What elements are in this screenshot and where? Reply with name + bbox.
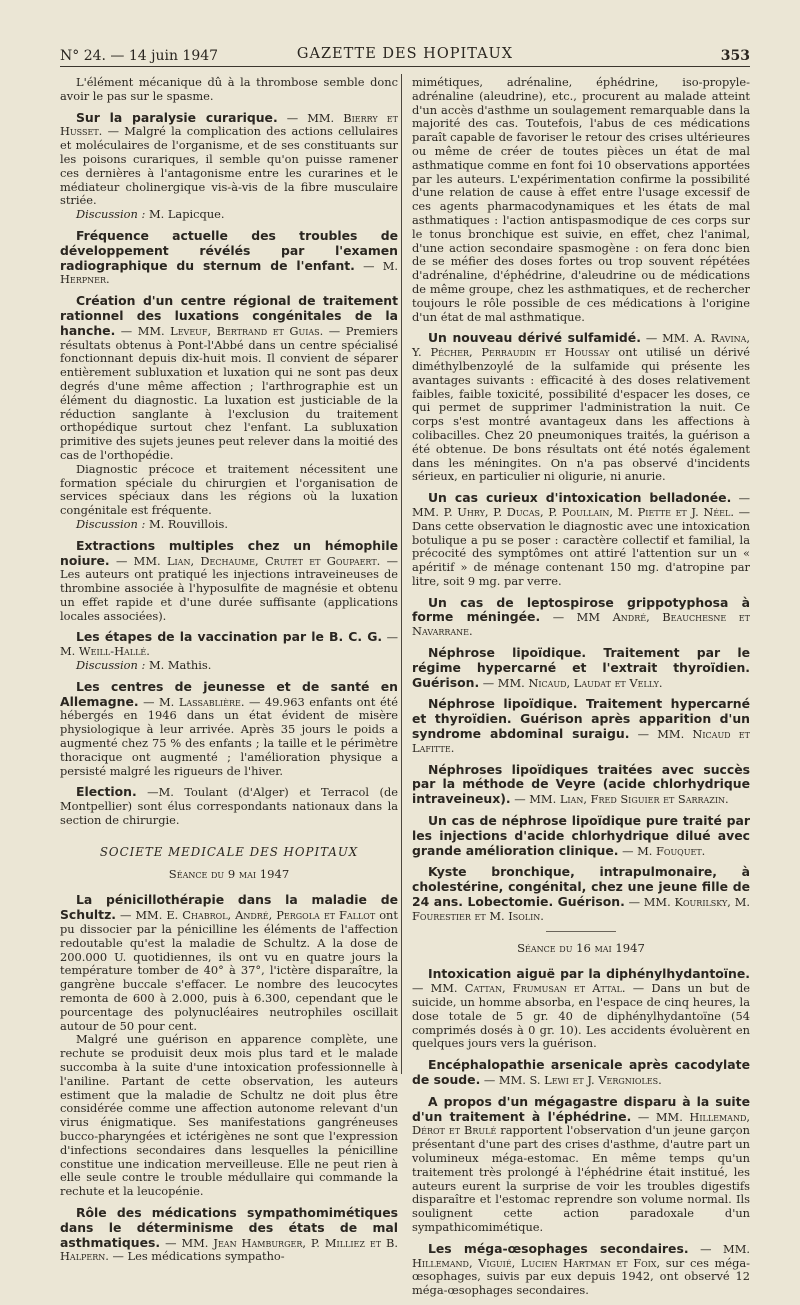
page-header: [60, 44, 750, 67]
article-hemophile: [60, 539, 398, 624]
article-title: Un nouveau dérivé sulfamidé.: [428, 330, 641, 346]
article-body: — 49.963 enfants ont été hébergés en 1946 dans un état évident de misère physiologique à leur arrivée. Après 35 jours le poids a augmenté chez 75 % des enfants ; la taille et le périmètre thoracique ont augmenté ; l'amélioration physique a persisté malgré les rigueurs de l'hiver.: [60, 694, 398, 778]
article-title: La pénicillothérapie dans la maladie de Schultz.: [60, 892, 398, 923]
article-title: Extractions multiples chez un hémophile noiure.: [60, 537, 398, 568]
article-authors: — MM. A. Ravina, Y. Pécher, Perraudin et Houssay: [412, 331, 750, 360]
article-authors: — MM. Hillemand, Dérot et Brulé: [412, 1109, 750, 1138]
article-body: sur ces méga-œsophages, suivis par eux depuis 1942, ont observé 12 méga-œsophages secondaires.: [412, 1255, 751, 1298]
article-schultz: [60, 893, 398, 1199]
article-authors: — MM André, Beauchesne et Navarrane.: [412, 610, 750, 639]
discussion-names: M. Lapicque.: [148, 207, 225, 222]
seance-heading: Séance du 9 mai 1947: [168, 866, 290, 881]
article-title: Néphrose lipoïdique. Traitement hypercarné et thyroïdien. Guérison après apparition d'un syndrome abdominal suraigu.: [412, 696, 750, 742]
article-sternum: [60, 229, 398, 287]
article-title: Les centres de jeunesse et de santé en Allemagne.: [60, 678, 398, 709]
discussion: [60, 208, 398, 222]
discussion-label: Discussion :: [76, 207, 146, 222]
article-allemagne: [60, 680, 398, 779]
discussion: [60, 659, 398, 673]
article-body: ont pu dissocier par la pénicilline les éléments de l'affection redoutable qu'est la maladie de Schultz. A la dose de 200.000 U. quotidiennes, ils ont vu en quatre jours la température tomber de 40° à 37°, l'ictère disparaître, la gangrène buccale s'effacer. Le nombre des leucocytes remonta de 600 à 2.000, puis à 6.300, cependant que le pourcentage des polynucléaires neutrophiles oscillait autour de 50 pour cent.: [60, 908, 398, 1033]
article-authors: — MM. Cattan, Frumusan et Attal.: [412, 981, 626, 996]
article-title: Un cas curieux d'intoxication belladonée.: [428, 490, 732, 506]
article-body: —M. Toulant (d'Alger) et Terracol (de Montpellier) sont élus correspondants nationaux dans la section de chirurgie.: [60, 785, 399, 828]
article-title: Rôle des médications sympathomimétiques dans le déterminisme des états de mal asthmatiques.: [60, 1204, 398, 1250]
article-paralysie-curarique: [60, 111, 398, 222]
article-title: Un cas de leptospirose grippotyphosa à forme méningée.: [412, 594, 750, 625]
article-authors: — MM. S. Lewi et J. Vergnioles.: [483, 1073, 662, 1087]
discussion-label: Discussion :: [76, 658, 146, 673]
article-authors: — MM. Lian, Fred Siguier et Sarrazin.: [514, 792, 729, 807]
article-body: — Les auteurs ont pratiqué les injections intraveineuses de thrombine associée à l'hyposulfite de magnésie et obtenu un effet rapide et d'une durée suffisante (applications locales associées).: [60, 553, 398, 623]
article-authors: — MM. Jean Hamburger, P. Milliez et B. Halpern.: [60, 1235, 399, 1264]
article-authors: — MM. Leveuf, Bertrand et Guias.: [120, 323, 324, 338]
article-authors: — MM. E. Chabrol, André, Pergola et Fallot: [120, 908, 376, 923]
article-title: Les étapes de la vaccination par le B. C. G.: [76, 629, 383, 645]
article-body: — Dans un but de suicide, un homme absorba, en l'espace de cinq heures, la dose totale de 5 gr. 40 de diphénylhydantoïne (54 comprimés dosés à 0 gr. 10). Les accidents évoluèrent en quelques jours vers la guérison.: [412, 981, 751, 1051]
article-body: — Malgré la complication des actions cellulaires et moléculaires de l'organisme, et de ses constituants sur les poisons curariques, il semble qu'on puisse ramener ces dernières à l'antagonisme entre les curarines et le médiateur cholinergique vis-à-vis de la fibre musculaire striée.: [60, 124, 398, 208]
article-authors: — MM. Kourilsky, M. Fourestier et M. Isolin.: [412, 895, 750, 923]
article-authors: — MM. Bierry et Husset.: [60, 110, 398, 139]
article-body: — Premiers résultats obtenus à Pont-l'Abbé dans un centre spécialisé fonctionnant depuis dix-huit mois. Il convient de séparer entièrement subluxation et luxation qui ne sont pas deux degrés d'une même affection ; l'arthrographie est un élément du diagnostic. La luxation est justiciable de la réduction sanglante à l'exclusion du traitement orthopédique surtout chez l'enfant. La subluxation primitive des sujets jeunes peut relever dans la moitié des cas de l'orthopédie.: [60, 323, 399, 462]
discussion-names: M. Rouvillois.: [148, 516, 228, 531]
article-title: Intoxication aiguë par la diphénylhydantoïne.: [428, 966, 750, 982]
article-diphenylhydantoine: [412, 967, 750, 1051]
section-rule: [546, 931, 616, 932]
article-title: Un cas de néphrose lipoïdique pure traité par les injections d'acide chlorhydrique dilué avec grande amélioration clinique.: [412, 813, 750, 858]
article-leptospirose: [412, 596, 750, 639]
article-authors: — M. Fouquet.: [622, 843, 706, 858]
article-authors: — MM. Hillemand, Viguié, Lucien Hartman et Foix,: [412, 1241, 751, 1270]
article-authors: — M. Herpner.: [60, 258, 399, 287]
left-column: [60, 76, 398, 1271]
article-authors: — MM. Nicaud, Laudat et Velly.: [482, 675, 663, 690]
article-luxations: [60, 294, 398, 532]
article-nephrose-4: [412, 814, 750, 858]
article-body: — Dans cette observation le diagnostic avec une intoxication botulique a pu se poser : caractère collectif et familial, la précocité des symptômes ont attiré l'attention sur un « apéritif » de ménage contenant 150 mg. d'atropine par litre, soit 9 mg. par verre.: [412, 504, 750, 588]
article-authors: — M. Lassablière.: [143, 694, 245, 709]
article-body: rapportent l'observation d'un jeune garçon présentant d'une part des crises d'asthme, d'autre part un volumineux méga-estomac. En même temps qu'un traitement très prolongé à l'éphédrine était institué, les auteurs eurent la surprise de voir les troubles digestifs disparaître et l'estomac reprendre son volume normal. Ils soulignent cette action paradoxale d'un sympathicomimétique.: [412, 1123, 750, 1234]
article-title: Election.: [76, 784, 137, 800]
article-body: — Les médications sympatho-: [112, 1249, 285, 1264]
seance-heading: Séance du 16 mai 1947: [517, 940, 645, 955]
discussion-label: Discussion :: [76, 516, 146, 531]
article-sympathomimetiques: [60, 1206, 398, 1264]
article-mega-oesophages: [412, 1242, 750, 1298]
article-authors: — M. Weill-Hallé.: [60, 630, 398, 659]
discussion-names: M. Mathis.: [148, 658, 212, 673]
article-election: [60, 785, 398, 827]
article-title: Néphroses lipoïdiques traitées avec succès par la méthode de Veyre (acide chlorhydrique intraveineux).: [412, 761, 750, 807]
article-nephrose-1: [412, 646, 750, 690]
article-body-2: Diagnostic précoce et traitement nécessitent une formation spéciale du chirurgien et l'organisation de services spéciaux dans les régions où la luxation congénitale est fréquente.: [60, 461, 398, 518]
article-encephalopathie: [412, 1058, 750, 1088]
right-column: [412, 76, 750, 1305]
article-title: Encéphalopathie arsenicale après cacodylate de soude.: [412, 1057, 750, 1087]
article-megagastre: [412, 1095, 750, 1235]
article-title: Kyste bronchique, intrapulmonaire, à cholestérine, congénital, chez une jeune fille de 24 ans. Lobectomie. Guérison.: [412, 864, 750, 910]
article-authors: — MM. P. Uhry, P. Ducas, P. Poullain, M. Piette et J. Néel.: [412, 491, 751, 519]
article-sulfamide: [412, 331, 750, 484]
discussion: [60, 518, 398, 532]
article-continuation: mimétiques, adrénaline, éphédrine, iso-propyle-adrénaline (aleudrine), etc., procurent au malade atteint d'un accès d'asthme un soulagement remarquable dans la majorité des cas. Toutefois, l'abus de ces médications paraît capable de favoriser le retour des crises ultérieures ou même de créer de toutes pièces un état de mal asthmatique comme en font foi 10 observations apportées par les auteurs. L'expérimentation confirme la possibilité d'une relation de cause à effet entre l'usage excessif de ces agents pharmacodynamiques et les états de mal asthmatiques : l'action antispasmodique de ces corps sur le tonus bronchique est suivie, en effet, chez l'animal, d'une action secondaire spasmogène : on fera donc bien de se méfier des doses fortes ou trop souvent répétées d'adrénaline, d'éphédrine, d'aleudrine ou de médications de même groupe, chez les asthmatiques, et de rechercher toujours le rôle possible de ces médications à l'origine d'un état de mal asthmatique.: [412, 75, 750, 324]
article-body-2: Malgré une guérison en apparence complète, une rechute se produisit deux mois plus tard et le malade succomba à la suite d'une intoxication professionnelle à l'aniline. Partant de cette observation, les auteurs estiment que la maladie de Schultz ne doit plus être considérée comme une affection autonome relevant d'un virus énigmatique. Ses manifestations gangréneuses bucco-pharyngées et ictérigènes ne sont que l'expression d'infections secondaires dans lesquelles la pénicilline constitue une indication merveilleuse. Elle ne peut rien à elle seule contre le trouble médullaire qui commande la rechute et la leucopénie.: [60, 1032, 398, 1199]
page-number: 353: [720, 48, 750, 64]
article-title: Néphrose lipoïdique. Traitement par le régime hypercarné et l'extrait thyroïdien. Guérison.: [412, 645, 750, 690]
article-title: Les méga-œsophages secondaires.: [428, 1240, 689, 1256]
column-divider: [401, 74, 402, 1074]
article-title: Création d'un centre régional de traitement rationnel des luxations congénitales de la hanche.: [60, 293, 398, 338]
article-bcg: [60, 630, 398, 672]
article-title: Sur la paralysie curarique.: [76, 109, 278, 125]
article-nephrose-3: [412, 763, 750, 807]
article-nephrose-2: [412, 697, 750, 755]
article-belladonee: [412, 491, 750, 589]
journal-title: GAZETTE DES HOPITAUX: [296, 46, 514, 62]
article-continuation: L'élément mécanique dû à la thrombose semble donc avoir le pas sur le spasme.: [60, 75, 398, 103]
article-body: ont utilisé un dérivé diméthylbenzoylé de la sulfamide qui présente les avantages suivants : efficacité à des doses relativement faibles, faible toxicité, possibilité d'espacer les doses, ce qui permet de supprimer l'administration la nuit. Ce corps s'est montré avantageux dans les affections à colibacilles. Chez 20 pneumoniques traités, la guérison a été obtenue. De bons résultats ont été notés également dans les méningites. On n'a pas observé d'incidents sérieux, en particulier ni oligurie, ni anurie.: [412, 345, 750, 484]
article-title: A propos d'un mégagastre disparu à la suite d'un traitement à l'éphédrine.: [412, 1093, 750, 1124]
issue-date: N° 24. — 14 juin 1947: [60, 48, 219, 64]
society-heading: SOCIETE MEDICALE DES HOPITAUX: [99, 844, 359, 859]
article-authors: — MM. Nicaud et Lafitte.: [412, 727, 750, 755]
article-authors: — MM. Lian, Dechaume, Crutet et Goupaert.: [115, 553, 381, 568]
article-kyste: [412, 865, 750, 923]
article-title: Fréquence actuelle des troubles de développement révélés par l'examen radiographique du sternum de l'enfant.: [60, 227, 398, 273]
